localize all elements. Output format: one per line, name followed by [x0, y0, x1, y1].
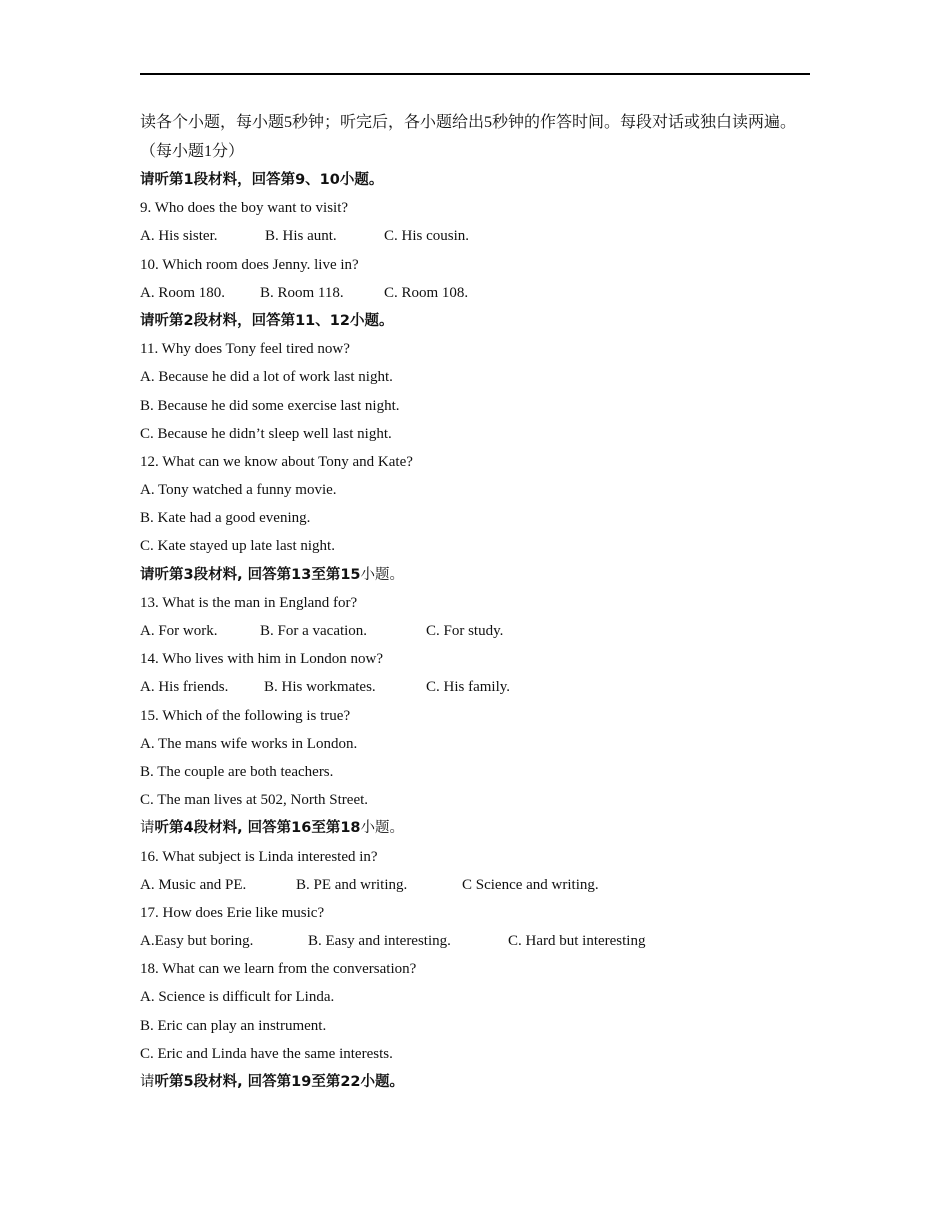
option-b: B. The couple are both teachers.	[140, 763, 334, 780]
option-b: B. Easy and interesting.	[308, 933, 451, 950]
option-c: C. For study.	[426, 623, 504, 639]
option-a: A. Tony watched a funny movie.	[140, 482, 337, 499]
option-a: A. Music and PE.	[140, 876, 247, 893]
question-12: 12. What can we know about Tony and Kate?	[140, 453, 413, 470]
option-b: B. His aunt.	[265, 228, 337, 245]
option-b: B. Eric can play an instrument.	[140, 1017, 327, 1034]
question-13: 13. What is the man in England for?	[140, 594, 358, 611]
option-b: B. For a vacation.	[260, 623, 368, 639]
question-18: 18. What can we learn from the conversation?	[140, 961, 417, 978]
option-a: A. Science is difficult for Linda.	[140, 989, 335, 1006]
option-a: A.Easy but boring.	[140, 933, 254, 950]
question-16: 16. What subject is Linda interested in?	[140, 848, 378, 865]
intro-paragraph: 读各个小题，每小题5秒钟；听完后，各小题给出5秒钟的作答时间。每段对话或独白读两遍。（每小题1分）	[140, 114, 797, 160]
question-17: 17. How does Erie like music?	[140, 904, 325, 921]
option-a: A. Because he did a lot of work last night.	[140, 369, 393, 386]
section-1-heading: 请听第1段材料，回答第9、10小题。	[140, 172, 384, 188]
section-5-heading: 请听第5段材料, 回答第19至第22小题。	[140, 1074, 405, 1090]
option-a: A. His friends.	[140, 679, 229, 696]
option-c: C Science and writing.	[462, 876, 599, 893]
option-c: C. Kate stayed up late last night.	[140, 538, 335, 555]
question-9: 9. Who does the boy want to visit?	[140, 200, 349, 217]
question-14-options	[140, 673, 810, 701]
option-a: A. Room 180.	[140, 284, 226, 301]
question-9-options	[140, 222, 810, 250]
section-4-heading: 请听第4段材料, 回答第16至第18小题。	[140, 820, 405, 837]
option-b: B. Because he did some exercise last night.	[140, 397, 400, 414]
option-c: C. The man lives at 502, North Street.	[140, 792, 369, 809]
option-b: B. Room 118.	[260, 284, 344, 301]
header-rule	[140, 73, 810, 75]
question-14: 14. Who lives with him in London now?	[140, 651, 384, 668]
question-15: 15. Which of the following is true?	[140, 707, 351, 724]
option-c: C. Hard but interesting	[508, 933, 646, 950]
option-c: C. His family.	[426, 679, 511, 696]
option-c: C. Because he didn’t sleep well last night.	[140, 425, 392, 442]
section-3-heading: 请听第3段材料, 回答第13至第15小题。	[140, 566, 405, 583]
option-b: B. PE and writing.	[296, 876, 408, 893]
option-b: B. Kate had a good evening.	[140, 510, 311, 527]
option-a: A. For work.	[140, 623, 218, 639]
question-10-options	[140, 279, 810, 307]
question-11: 11. Why does Tony feel tired now?	[140, 341, 350, 358]
option-b: B. His workmates.	[264, 679, 376, 696]
option-a: A. The mans wife works in London.	[140, 735, 358, 752]
question-13-options	[140, 617, 810, 645]
section-2-heading: 请听第2段材料，回答第11、12小题。	[140, 312, 394, 329]
question-10: 10. Which room does Jenny. live in?	[140, 256, 359, 273]
option-a: A. His sister.	[140, 228, 218, 245]
option-c: C. His cousin.	[384, 228, 470, 245]
document-body	[140, 109, 810, 1096]
question-17-options	[140, 927, 810, 955]
question-16-options	[140, 871, 810, 899]
option-c: C. Eric and Linda have the same interests.	[140, 1045, 393, 1062]
option-c: C. Room 108.	[384, 284, 469, 301]
